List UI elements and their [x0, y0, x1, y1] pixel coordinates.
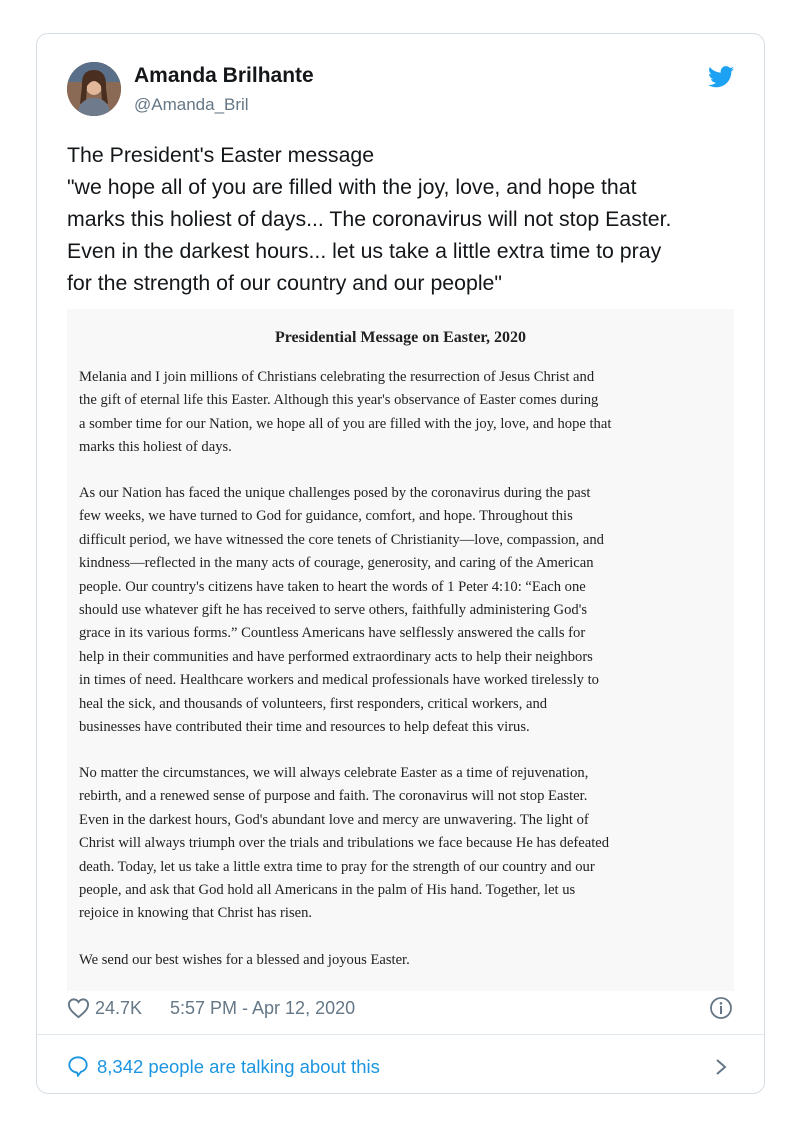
letter-line: We send our best wishes for a blessed and joyous Easter. [79, 952, 410, 968]
info-icon[interactable] [709, 996, 733, 1020]
letter-line: heal the sick, and thousands of volunteers, first responders, critical workers, and [79, 695, 548, 712]
letter-paragraph [79, 482, 729, 739]
tweet-timestamp[interactable]: 5:57 PM - Apr 12, 2020 [170, 998, 356, 1018]
tweet-card [36, 33, 765, 1094]
chevron-right-icon[interactable] [714, 1057, 728, 1077]
author-handle[interactable]: @Amanda_Bril [134, 95, 249, 114]
conversation-link[interactable] [67, 1051, 734, 1081]
tweet-meta [67, 996, 737, 1022]
tweet-text [67, 139, 747, 299]
attached-image-letter[interactable] [67, 309, 734, 991]
letter-line: As our Nation has faced the unique challenges posed by the coronavirus during the past [79, 485, 591, 501]
letter-line: businesses have contributed their time and resources to help defeat this virus. [79, 719, 530, 736]
tweet-text-line: The President's Easter message [67, 143, 375, 167]
letter-line: Melania and I join millions of Christians celebrating the resurrection of Jesus Christ and [79, 369, 595, 385]
letter-line: rebirth, and a renewed sense of purpose and faith. The coronavirus will not stop Easter. [79, 788, 588, 805]
letter-line: Even in the darkest hours, God's abundant love and mercy are unwavering. The light of [79, 811, 589, 828]
people-talking-text[interactable]: 8,342 people are talking about this [97, 1056, 380, 1077]
letter-line: marks this holiest of days. [79, 439, 232, 456]
letter-line: the gift of eternal life this Easter. Although this year's observance of Easter comes during [79, 392, 599, 409]
letter-line: help in their communities and have performed extraordinary acts to help their neighbors [79, 648, 593, 665]
letter-paragraph [79, 762, 729, 926]
twitter-bird-icon[interactable] [708, 66, 734, 88]
letter-line: kindness—reflected in the many acts of courage, generosity, and caring of the American [79, 555, 594, 572]
letter-line: death. Today, let us take a little extra time to pray for the strength of our country and our [79, 858, 595, 875]
tweet-text-line: for the strength of our country and our people" [67, 271, 502, 295]
letter-line: should use whatever gift he has received to serve others, faithfully administering God's [79, 602, 588, 619]
letter-line: people, and ask that God hold all Americans in the palm of His hand. Together, let us [79, 882, 576, 899]
letter-line: Christ will always triumph over the trials and tribulations we face because He has defeated [79, 835, 610, 852]
tweet-text-line: marks this holiest of days... The coronavirus will not stop Easter. [67, 207, 672, 231]
letter-line: grace in its various forms.” Countless Americans have selflessly answered the calls for [79, 625, 586, 642]
letter-line: people. Our country's citizens have taken to heart the words of 1 Peter 4:10: “Each one [79, 578, 586, 595]
letter-title: Presidential Message on Easter, 2020 [274, 329, 527, 346]
letter-paragraph [79, 366, 729, 460]
letter-paragraph [79, 949, 729, 972]
author-name[interactable]: Amanda Brilhante [134, 64, 314, 87]
letter-line: a somber time for our Nation, we hope all of you are filled with the joy, love, and hope that [79, 415, 612, 432]
letter-line: in times of need. Healthcare workers and medical professionals have worked tirelessly to [79, 672, 599, 689]
heart-icon[interactable] [67, 997, 90, 1019]
like-count[interactable]: 24.7K [95, 998, 143, 1018]
letter-line: No matter the circumstances, we will always celebrate Easter as a time of rejuvenation, [79, 765, 589, 781]
comment-bubble-icon [67, 1055, 89, 1077]
avatar[interactable] [67, 62, 121, 116]
tweet-text-line: Even in the darkest hours... let us take a little extra time to pray [67, 239, 662, 263]
tweet-text-line: "we hope all of you are filled with the joy, love, and hope that [67, 175, 637, 199]
letter-line: rejoice in knowing that Christ has risen. [79, 905, 313, 922]
divider [37, 1034, 764, 1035]
tweet-header [67, 62, 734, 118]
letter-line: difficult period, we have witnessed the core tenets of Christianity—love, compassion, and [79, 531, 604, 548]
letter-line: few weeks, we have turned to God for guidance, comfort, and hope. Throughout this [79, 508, 573, 525]
